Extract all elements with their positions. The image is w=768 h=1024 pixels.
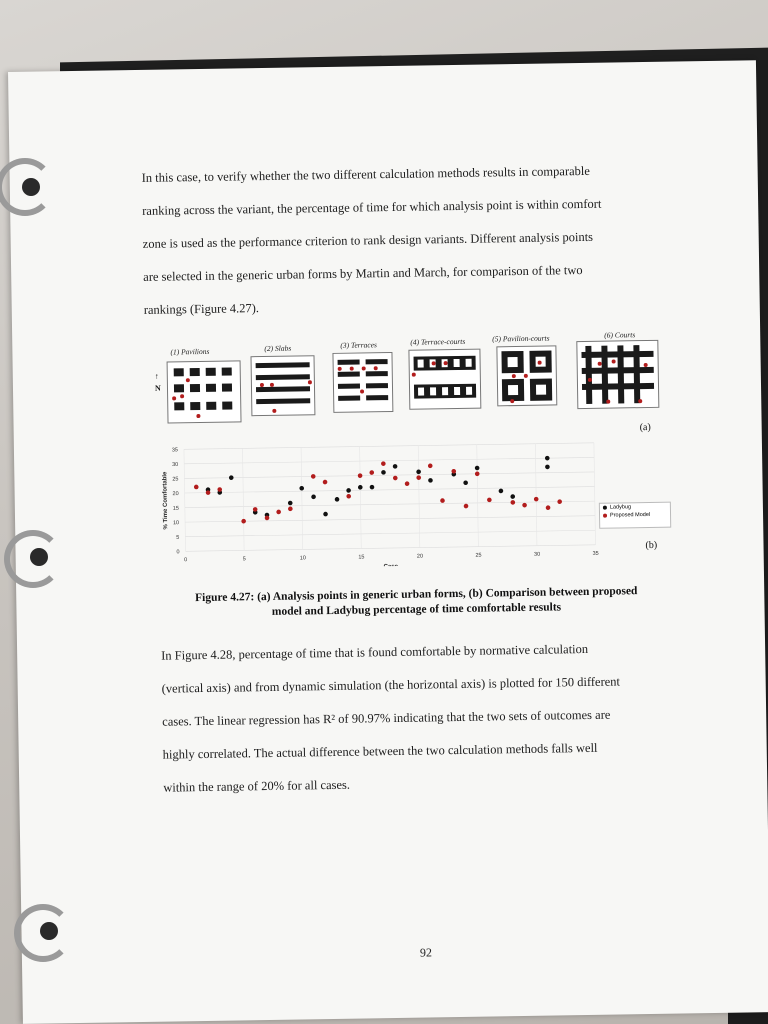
y-tick-label: 35 <box>171 447 179 454</box>
proposed-model-point <box>487 498 492 503</box>
y-axis-label: % Time Comfortable <box>162 471 170 530</box>
legend-item-proposed-model <box>600 511 670 520</box>
intro-line: zone is used as the performance criterion to rank design variants. Different analysis points <box>142 229 594 251</box>
north-label: N <box>154 383 161 393</box>
proposed-model-point <box>288 506 293 511</box>
grid-line-y <box>184 443 594 449</box>
figure-b-chart <box>154 432 676 570</box>
pavilions-plan <box>167 360 242 423</box>
proposed-model-point <box>276 510 281 515</box>
legend-label-ladybug: Ladybug <box>609 504 632 511</box>
regression-line: within the range of 20% for all cases. <box>163 777 351 795</box>
proposed-model-point <box>405 481 410 486</box>
ladybug-point <box>475 466 480 471</box>
grid-line-x <box>535 444 537 546</box>
grid-line-x <box>243 448 245 550</box>
grid-line-x <box>301 447 303 549</box>
proposed-model-point <box>358 473 363 478</box>
ladybug-point <box>393 464 398 469</box>
proposed-model-point <box>475 471 480 476</box>
x-tick-label: 15 <box>358 554 365 561</box>
ladybug-point <box>229 475 234 480</box>
y-tick-label: 10 <box>172 520 180 527</box>
grid-line-x <box>184 449 186 551</box>
proposed-model-point <box>546 505 551 510</box>
y-tick-label: 5 <box>176 534 180 541</box>
form-label-slabs: (2) Slabs <box>264 343 292 354</box>
figure-b-tag: (b) <box>645 539 658 552</box>
proposed-model-point <box>323 480 328 485</box>
ladybug-point <box>381 470 386 475</box>
grid-line-y <box>185 530 595 536</box>
y-tick-label: 15 <box>172 505 179 512</box>
north-arrow-icon: ↑ <box>154 371 159 381</box>
legend-label-proposed: Proposed Model <box>609 511 651 519</box>
proposed-model-point <box>393 476 398 481</box>
regression-line: (vertical axis) and from dynamic simulation (the horizontal axis) is plotted for 150 different <box>161 674 621 696</box>
caption-line: model and Ladybug percentage of time comfortable results <box>271 601 562 618</box>
proposed-model-point <box>346 494 351 499</box>
proposed-model-point <box>534 497 539 502</box>
proposed-model-point <box>557 499 562 504</box>
grid-line-y <box>184 457 594 463</box>
x-tick-label: 10 <box>299 555 306 562</box>
ladybug-point <box>358 485 363 490</box>
ladybug-point <box>545 456 550 461</box>
ladybug-point <box>545 465 550 470</box>
binder-ring-bottom <box>14 904 72 962</box>
courts-plan <box>576 340 659 409</box>
form-label-courts: (6) Courts <box>604 330 636 340</box>
proposed-model-point <box>522 503 527 508</box>
terraces-plan <box>332 352 393 413</box>
grid-line-y <box>185 501 595 507</box>
ladybug-point <box>323 512 328 517</box>
proposed-model-point <box>416 475 421 480</box>
ladybug-point <box>370 485 375 490</box>
proposed-model-point <box>510 500 515 505</box>
y-tick-label: 0 <box>176 549 180 556</box>
legend-marker-ladybug <box>603 506 607 510</box>
ladybug-point <box>299 486 304 491</box>
ladybug-point <box>346 488 351 493</box>
proposed-model-point <box>440 498 445 503</box>
x-tick-label: 30 <box>533 551 541 558</box>
grid-line-y <box>185 516 595 522</box>
proposed-model-point <box>194 485 199 490</box>
x-tick-label: 5 <box>242 556 246 563</box>
regression-line: In Figure 4.28, percentage of time that is found comfortable by normative calculation <box>161 641 589 663</box>
page-number: 92 <box>419 945 432 960</box>
intro-line: ranking across the variant, the percentage of time for which analysis point is within comfort <box>142 196 602 218</box>
terrace-courts-plan <box>408 349 481 410</box>
chart-legend <box>599 502 671 529</box>
y-tick-label: 20 <box>172 491 179 498</box>
grid-line-x <box>477 445 479 547</box>
proposed-model-point <box>241 519 246 524</box>
regression-line: highly correlated. The actual difference between the two calculation methods falls well <box>162 740 598 762</box>
form-label-pavilion-courts: (5) Pavilion-courts <box>492 333 550 344</box>
ladybug-point <box>311 494 316 499</box>
grid-line-y <box>184 472 594 478</box>
intro-line: are selected in the generic urban forms by Martin and March, for comparison of the two <box>143 262 583 284</box>
proposed-model-point <box>381 461 386 466</box>
y-tick-label: 25 <box>172 476 179 483</box>
x-tick-label: 25 <box>475 552 482 559</box>
ladybug-point <box>416 469 421 474</box>
x-tick-label: 20 <box>416 553 424 560</box>
form-label-terraces: (3) Terraces <box>340 340 378 350</box>
scatter-chart <box>154 432 676 570</box>
ladybug-point <box>510 494 515 499</box>
intro-line: In this case, to verify whether the two different calculation methods results in comparable <box>141 163 590 185</box>
y-tick-label: 30 <box>172 461 179 469</box>
intro-line: rankings (Figure 4.27). <box>143 301 260 317</box>
form-label-terrace-courts: (4) Terrace-courts <box>410 336 466 347</box>
figure-caption <box>166 584 666 622</box>
ladybug-point <box>499 489 504 494</box>
grid-line-x <box>418 446 420 548</box>
ladybug-point <box>288 501 293 506</box>
caption-line: Figure 4.27: (a) Analysis points in generic urban forms, (b) Comparison between proposed <box>195 585 638 605</box>
x-tick-label: 35 <box>592 550 599 557</box>
legend-marker-proposed <box>603 514 607 518</box>
grid-line-y <box>185 487 595 493</box>
regression-line: cases. The linear regression has R² of 90.97% indicating that the two sets of outcomes are <box>162 707 611 729</box>
ladybug-point <box>428 478 433 483</box>
grid-line-x <box>360 447 362 549</box>
grid-line-y <box>186 545 596 551</box>
x-axis-label: Case <box>383 563 399 570</box>
figure-a-urban-forms <box>152 330 674 448</box>
document-page <box>8 60 768 1024</box>
binder-ring-middle <box>4 530 62 588</box>
intro-paragraph <box>141 154 664 327</box>
proposed-model-point <box>369 470 374 475</box>
ladybug-point <box>335 497 340 502</box>
regression-paragraph <box>161 632 676 805</box>
slabs-plan <box>250 355 315 416</box>
proposed-model-point <box>311 474 316 479</box>
form-label-pavilions: (1) Pavilions <box>170 346 210 357</box>
ladybug-point <box>463 480 468 485</box>
pavilion-courts-plan <box>496 345 557 406</box>
proposed-model-point <box>464 504 469 509</box>
figure-a-tag: (a) <box>639 421 651 434</box>
proposed-model-point <box>428 463 433 468</box>
grid-line-x <box>594 443 596 545</box>
x-tick-label: 0 <box>184 557 188 564</box>
